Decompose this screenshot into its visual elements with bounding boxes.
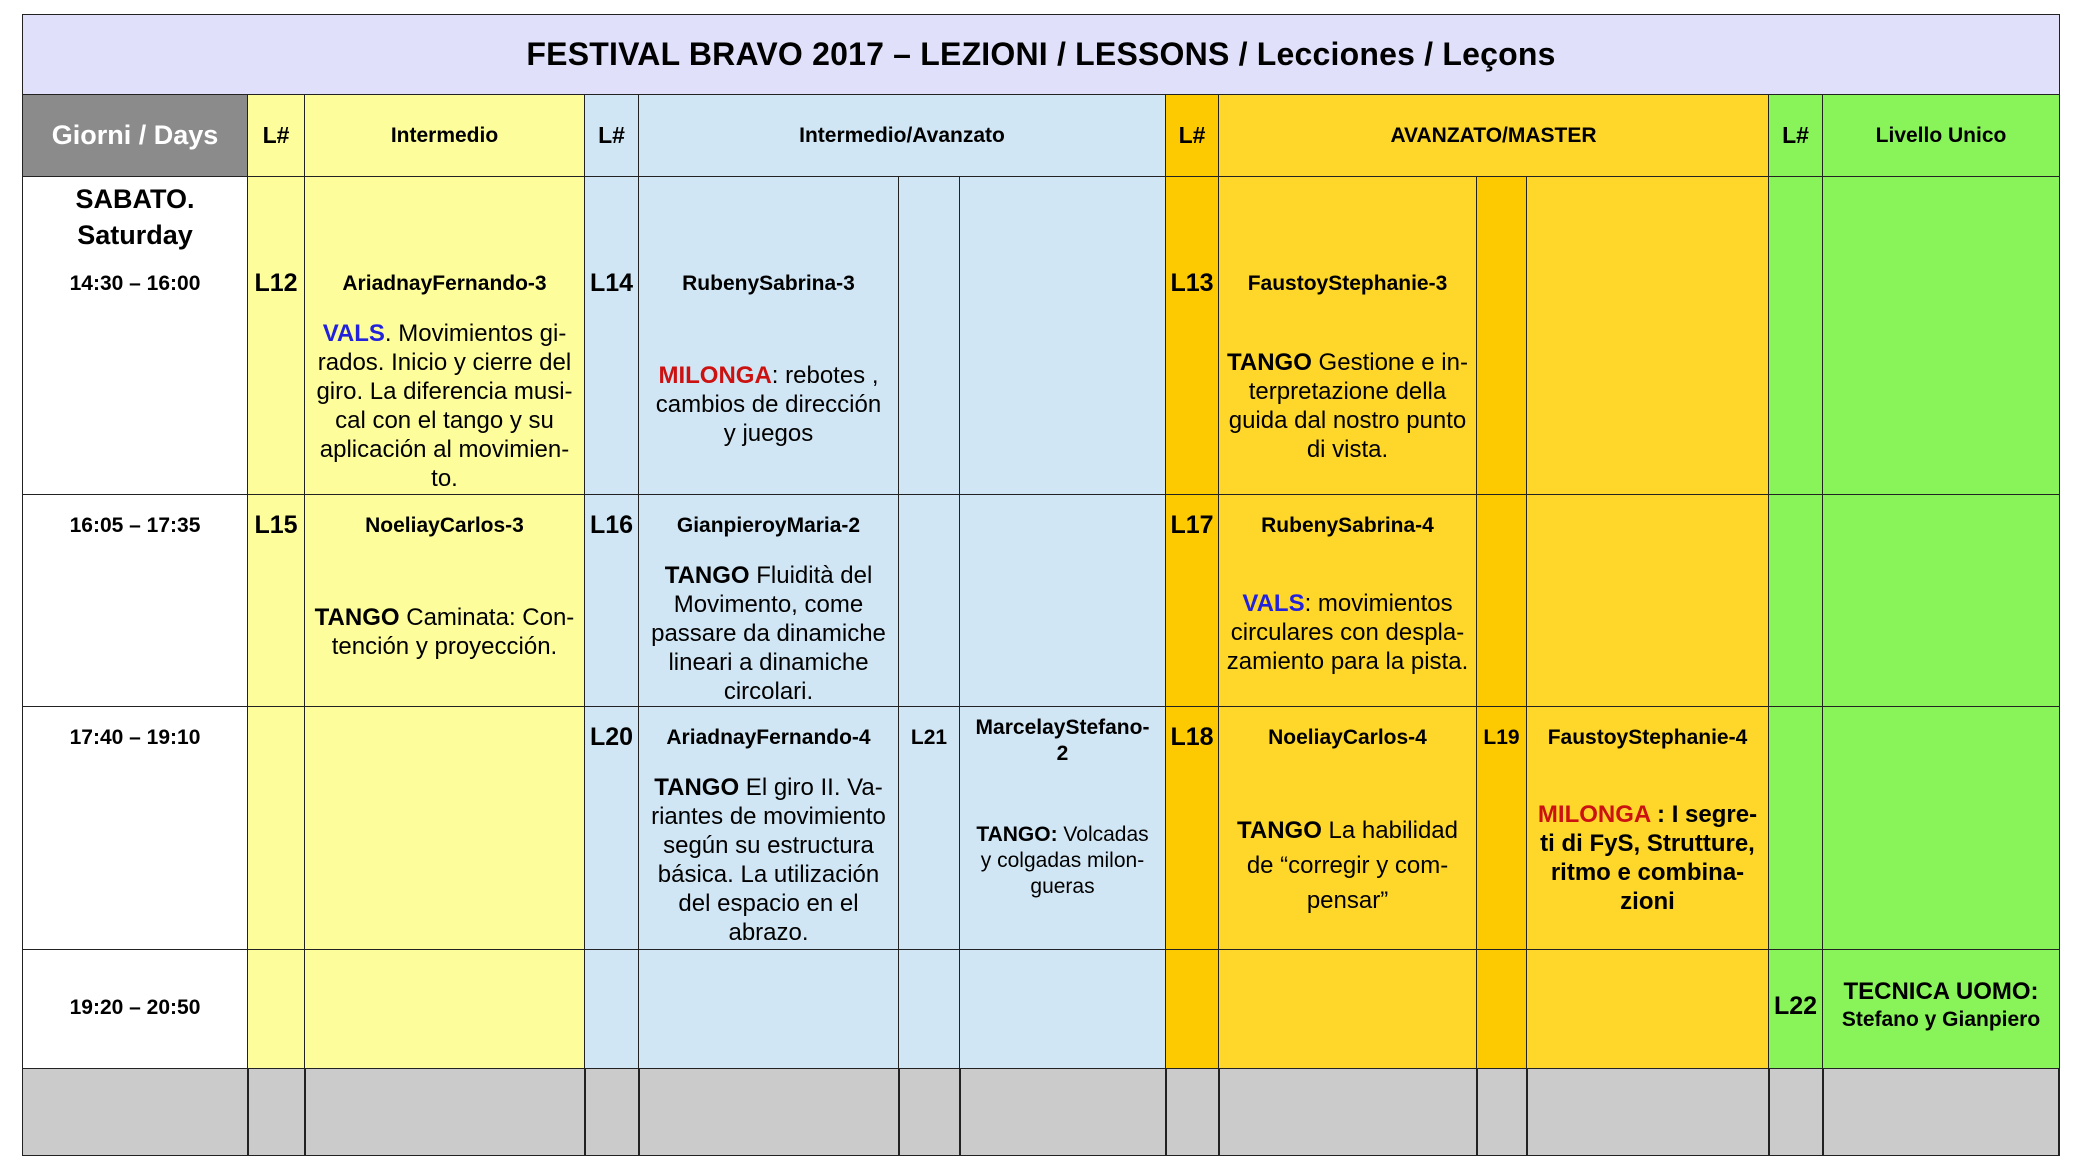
row4-lu-lesson: [1823, 950, 2060, 1069]
footer-divider: [1526, 1069, 1528, 1156]
row3-int-lnum-empty: [248, 707, 305, 950]
footer-divider: [2058, 1069, 2060, 1156]
desc-line: di vista.: [1306, 436, 1389, 463]
lesson-number: L19: [1483, 726, 1520, 749]
row1-int-lnum: [248, 177, 305, 495]
desc-line: ritmo e combina-: [1550, 859, 1745, 886]
desc-line: El giro II. Va-: [739, 774, 883, 801]
row1-lu-lnum-empty: [1769, 177, 1823, 495]
row1-day-time: [22, 177, 248, 495]
row4-ia-lesson2-empty: [960, 950, 1166, 1069]
header-days-label: Giorni / Days: [51, 120, 219, 150]
teacher-name: NoeliayCarlos-3: [365, 514, 524, 537]
row4-ia-lesson-empty: [639, 950, 899, 1069]
footer-divider: [584, 1069, 586, 1156]
dance-type: MILONGA: [658, 362, 772, 389]
lesson-number: L14: [589, 269, 634, 297]
lesson-number: L21: [910, 726, 948, 749]
header-lnum-label: L#: [1782, 122, 1809, 148]
desc-line: to.: [431, 465, 458, 492]
row4-am-lesson-empty: [1219, 950, 1477, 1069]
desc-line: ti di FyS, Strutture,: [1540, 830, 1755, 857]
desc-line: circulares con despla-: [1230, 619, 1465, 646]
row2-am-lesson: [1219, 495, 1477, 707]
desc-line: tención y proyección.: [331, 633, 558, 660]
row2-am-lnum: [1166, 495, 1219, 707]
desc-line: gueras: [1030, 875, 1095, 898]
lesson-number: L15: [254, 511, 298, 539]
row2-ia-lnum2-empty: [899, 495, 960, 707]
teacher-name: RubenySabrina-4: [1261, 514, 1434, 537]
footer-divider: [1768, 1069, 1770, 1156]
row3-ia-lesson: [639, 707, 899, 950]
teacher-name: AriadnayFernando-3: [342, 272, 547, 295]
lesson-description: [305, 319, 584, 493]
row2-am-lesson2-empty: [1527, 495, 1769, 707]
row3-lu-lesson-empty: [1823, 707, 2060, 950]
row2-time: [22, 495, 248, 707]
row4-am-lesson2-empty: [1527, 950, 1769, 1069]
header-days: [22, 95, 248, 177]
lesson-description: [639, 561, 898, 706]
teacher-name: [960, 715, 1165, 767]
desc-line: passare da dinamiche: [651, 620, 886, 647]
desc-line: Gestione e in-: [1311, 349, 1468, 376]
row3-lu-lnum-empty: [1769, 707, 1823, 950]
teacher-name: RubenySabrina-3: [682, 272, 855, 295]
teacher-name: NoeliayCarlos-4: [1268, 726, 1427, 749]
lesson-description: [1219, 348, 1476, 464]
footer-divider: [247, 1069, 249, 1156]
row4-int-lesson-empty: [305, 950, 585, 1069]
desc-line: de “corregir y com-: [1246, 852, 1449, 879]
row3-am-lnum2: [1477, 707, 1527, 950]
header-avanzato-master: [1219, 95, 1769, 177]
row4-lu-lnum: [1769, 950, 1823, 1069]
desc-line: guida dal nostro punto: [1228, 407, 1467, 434]
header-intermedio-label: Intermedio: [390, 123, 499, 147]
row2-int-lesson: [305, 495, 585, 707]
desc-line: cambios de dirección: [655, 391, 882, 418]
row2-int-lnum: [248, 495, 305, 707]
dance-type: TANGO: [1227, 349, 1312, 376]
header-intermedio-avanzato: [639, 95, 1166, 177]
desc-line: aplicación al movimien-: [319, 436, 570, 463]
footer-gray: [22, 1069, 2060, 1156]
dance-type: TANGO: [1236, 817, 1322, 844]
dance-type: TANGO: [314, 604, 400, 631]
desc-line: y juegos: [723, 420, 814, 447]
row4-am-lnum-empty: [1166, 950, 1219, 1069]
teacher-line: MarcelayStefano-: [975, 716, 1150, 739]
lesson-description: [639, 773, 898, 947]
dance-type: MILONGA: [1537, 801, 1651, 828]
lesson-description: [1219, 813, 1476, 918]
desc-line: terpretazione della: [1248, 378, 1447, 405]
desc-line: giro. La diferencia musi-: [316, 378, 573, 405]
desc-line: del espacio en el: [678, 890, 859, 917]
row1-am-lnum: [1166, 177, 1219, 495]
desc-line: cal con el tango y su: [335, 407, 554, 434]
footer-divider: [1218, 1069, 1220, 1156]
row3-ia-lnum: [585, 707, 639, 950]
dance-type: TANGO:: [976, 823, 1058, 846]
dance-type: TANGO: [654, 774, 740, 801]
teacher-name: GianpieroyMaria-2: [676, 514, 861, 537]
lesson-number: L12: [254, 269, 298, 297]
row3-am-lesson2: [1527, 707, 1769, 950]
row1-am-lesson: [1219, 177, 1477, 495]
row3-int-lesson-empty: [305, 707, 585, 950]
desc-line: circolari.: [723, 678, 814, 705]
desc-line: pensar”: [1306, 887, 1389, 914]
header-intermedio: [305, 95, 585, 177]
row4-am-lnum2-empty: [1477, 950, 1527, 1069]
row2-lu-lnum-empty: [1769, 495, 1823, 707]
desc-line: básica. La utilización: [657, 861, 880, 888]
dance-type: TANGO: [664, 562, 750, 589]
dance-type: VALS: [322, 320, 385, 347]
row1-ia-lesson: [639, 177, 899, 495]
row3-ia-lesson2: [960, 707, 1166, 950]
row2-lu-lesson-empty: [1823, 495, 2060, 707]
time-label: 16:05 – 17:35: [69, 514, 201, 537]
desc-line: Volcadas: [1057, 823, 1149, 846]
row3-ia-lnum2: [899, 707, 960, 950]
lesson-title: TECNICA UOMO:: [1843, 978, 2039, 1005]
row2-am-lnum2-empty: [1477, 495, 1527, 707]
title-text: FESTIVAL BRAVO 2017 – LEZIONI / LESSONS / Lecciones / Leçons: [526, 36, 1556, 72]
lesson-description: [1219, 589, 1476, 676]
row1-int-lesson: [305, 177, 585, 495]
header-lnum-am: [1166, 95, 1219, 177]
footer-divider: [898, 1069, 900, 1156]
time-slot-1: [23, 272, 247, 296]
footer-divider: [304, 1069, 306, 1156]
footer-divider: [638, 1069, 640, 1156]
teacher-line: 2: [1056, 742, 1069, 765]
lesson-number: L16: [589, 511, 634, 539]
lesson-number: L22: [1773, 992, 1818, 1020]
header-lnum-lu: [1769, 95, 1823, 177]
row4-ia-lnum-empty: [585, 950, 639, 1069]
lesson-description: [305, 603, 584, 661]
desc-line: : rebotes ,: [771, 362, 879, 389]
desc-line: : movimientos: [1304, 590, 1453, 617]
header-livello-unico-label: Livello Unico: [1875, 123, 2007, 147]
lesson-description: [639, 361, 898, 448]
teacher-name: AriadnayFernando-4: [666, 726, 871, 749]
row1-am-lesson2-empty: [1527, 177, 1769, 495]
desc-line: La habilidad: [1321, 817, 1458, 844]
header-intermedio-avanzato-label: Intermedio/Avanzato: [799, 123, 1005, 147]
dance-type: VALS: [1242, 590, 1305, 617]
row3-time: [22, 707, 248, 950]
row4-time: [22, 950, 248, 1069]
teacher-name: Stefano y Gianpiero: [1841, 1008, 2041, 1031]
row1-ia-lnum: [585, 177, 639, 495]
day-label: [23, 181, 247, 253]
row4-int-lnum-empty: [248, 950, 305, 1069]
desc-line: zamiento para la pista.: [1226, 648, 1469, 675]
lesson-number: L17: [1170, 511, 1214, 539]
row1-ia-lesson2-empty: [960, 177, 1166, 495]
desc-line: Movimento, come: [673, 591, 864, 618]
row1-lu-lesson-empty: [1823, 177, 2060, 495]
desc-line: zioni: [1620, 888, 1675, 915]
header-lnum-label: L#: [1178, 122, 1206, 148]
footer-divider: [1822, 1069, 1824, 1156]
row2-ia-lesson: [639, 495, 899, 707]
footer-divider: [959, 1069, 961, 1156]
desc-line: riantes de movimiento: [651, 803, 886, 830]
lesson-number: L18: [1170, 723, 1214, 751]
desc-line: Caminata: Con-: [399, 604, 575, 631]
desc-line: rados. Inicio y cierre del: [317, 349, 572, 376]
teacher-name: FaustoyStephanie-3: [1247, 272, 1448, 295]
desc-line: según su estructura: [663, 832, 874, 859]
row4-ia-lnum2-empty: [899, 950, 960, 1069]
time-label: 19:20 – 20:50: [69, 996, 201, 1019]
schedule-title: [22, 14, 2060, 95]
header-lnum-int: [248, 95, 305, 177]
desc-line: y colgadas milon-: [980, 849, 1145, 872]
header-lnum-ia: [585, 95, 639, 177]
time-label: 14:30 – 16:00: [69, 272, 201, 295]
row3-am-lesson: [1219, 707, 1477, 950]
row1-ia-lnum2-empty: [899, 177, 960, 495]
desc-line: : I segre-: [1650, 801, 1758, 828]
lesson-number: L20: [589, 723, 634, 751]
row1-am-lnum2-empty: [1477, 177, 1527, 495]
desc-line: Fluidità del: [749, 562, 873, 589]
row2-ia-lnum: [585, 495, 639, 707]
header-lnum-label: L#: [598, 122, 625, 148]
row3-am-lnum: [1166, 707, 1219, 950]
lesson-description: [1527, 800, 1768, 916]
desc-line: abrazo.: [728, 919, 809, 946]
lesson-description: [960, 822, 1165, 900]
footer-divider: [1476, 1069, 1478, 1156]
header-avanzato-master-label: AVANZATO/MASTER: [1390, 123, 1597, 147]
header-lnum-label: L#: [262, 122, 290, 148]
lesson-number: L13: [1170, 269, 1214, 297]
day-line1: SABATO.: [75, 184, 195, 214]
header-livello-unico: [1823, 95, 2060, 177]
row2-ia-lesson2-empty: [960, 495, 1166, 707]
desc-line: lineari a dinamiche: [668, 649, 869, 676]
time-label: 17:40 – 19:10: [69, 726, 201, 749]
day-line2: Saturday: [77, 220, 193, 250]
desc-line: . Movimientos gi-: [384, 320, 567, 347]
footer-divider: [1165, 1069, 1167, 1156]
teacher-name: FaustoyStephanie-4: [1547, 726, 1748, 749]
